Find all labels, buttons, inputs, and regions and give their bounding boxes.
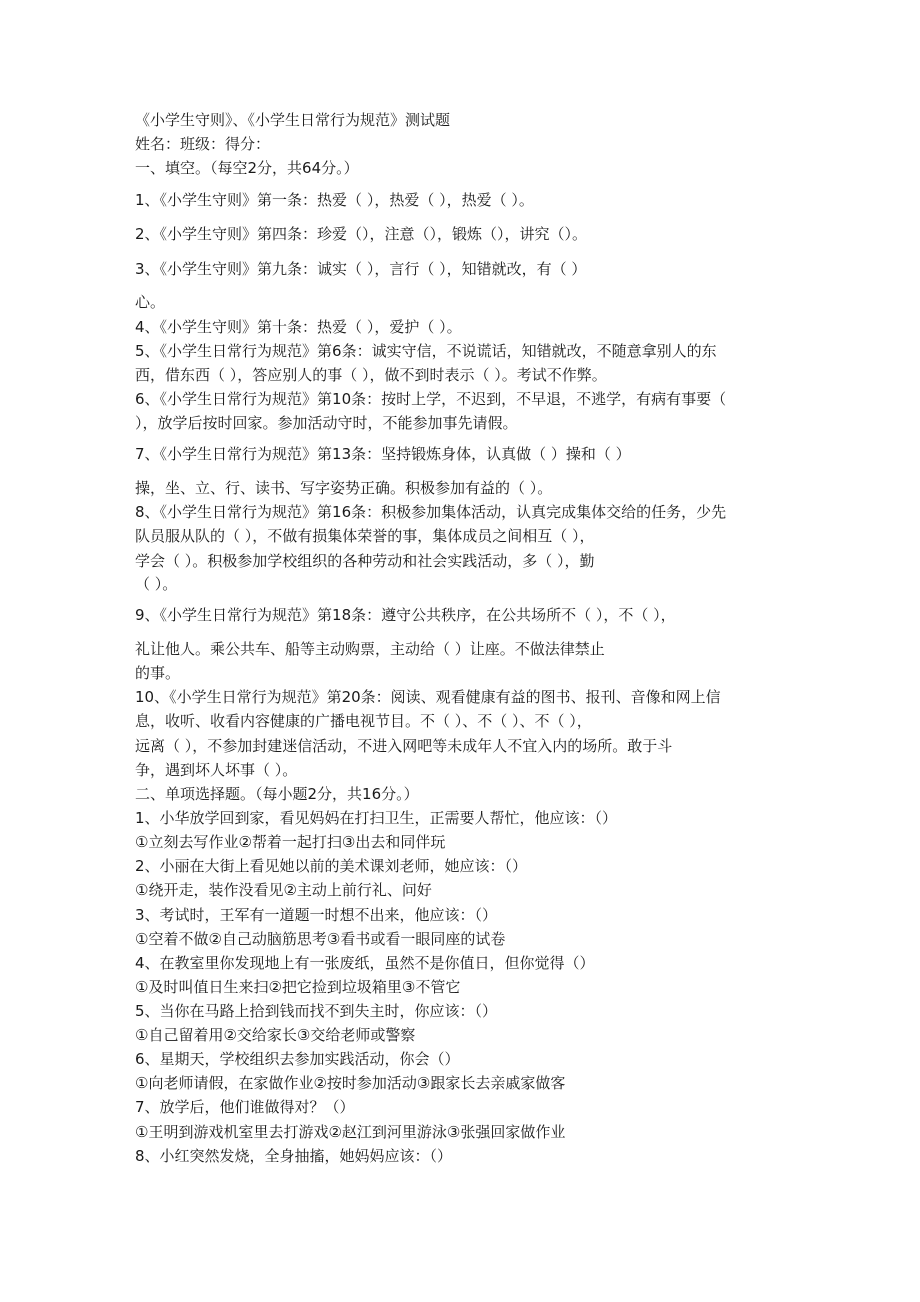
question-line: 3、《小学生守则》第九条：诚实（ ），言行（ ），知错就改，有（ ） xyxy=(135,260,587,278)
question-line: ），放学后按时回家。参加活动守时，不能参加事先请假。 xyxy=(135,414,518,432)
question-line: 9、《小学生日常行为规范》第18条：遵守公共秩序，在公共场所不（ ），不（ ）， xyxy=(135,606,676,624)
question-line: 1、《小学生守则》第一条：热爱（ ），热爱（ ），热爱（ ）。 xyxy=(135,191,534,209)
question-line: 礼让他人。乘公共车、船等主动购票，主动给（ ）让座。不做法律禁止 xyxy=(135,640,605,658)
option-line: ①自己留着用②交给家长③交给老师或警察 xyxy=(135,1026,416,1044)
question-line: 学会（ ）。积极参加学校组织的各种劳动和社会实践活动，多（ ），勤 xyxy=(135,552,595,570)
question-line: 心。 xyxy=(135,293,166,311)
option-line: ①向老师请假，在家做作业②按时参加活动③跟家长去亲戚家做客 xyxy=(135,1074,566,1092)
question-line: 远离（ ），不参加封建迷信活动，不进入网吧等未成年人不宜入内的场所。敢于斗 xyxy=(135,737,673,755)
question-line: 8、小红突然发烧，全身抽搐，她妈妈应该：（） xyxy=(135,1147,453,1165)
info-line: 姓名：班级：得分： xyxy=(135,135,271,153)
question-line: 6、星期天，学校组织去参加实践活动，你会（） xyxy=(135,1050,460,1068)
question-line: 2、《小学生守则》第四条：珍爱（），注意（），锻炼（），讲究（）。 xyxy=(135,225,588,243)
option-line: ①王明到游戏机室里去打游戏②赵江到河里游泳③张强回家做作业 xyxy=(135,1123,566,1141)
document-title: 《小学生守则》、《小学生日常行为规范》测试题 xyxy=(135,111,451,129)
question-line: 3、考试时，王军有一道题一时想不出来，他应该：（） xyxy=(135,906,498,924)
question-line: 操，坐、立、行、读书、写字姿势正确。积极参加有益的（ ）。 xyxy=(135,479,553,497)
option-line: ①空着不做②自己动脑筋思考③看书或看一眼同座的试卷 xyxy=(135,930,506,948)
question-line: 息，收听、收看内容健康的广播电视节目。不（ ）、不（ ）、不（ ）， xyxy=(135,712,592,730)
question-line: 5、当你在马路上拾到钱而找不到失主时，你应该：（） xyxy=(135,1002,498,1020)
question-line: 1、小华放学回到家，看见妈妈在打扫卫生，正需要人帮忙，他应该：（） xyxy=(135,809,618,827)
question-line: 队员服从队的（ ），不做有损集体荣誉的事，集体成员之间相互（ ）， xyxy=(135,527,595,545)
option-line: ①立刻去写作业②帮着一起打扫③出去和同伴玩 xyxy=(135,833,446,851)
section-heading: 二、单项选择题。（每小题2分，共16分。） xyxy=(135,785,419,803)
question-line: 5、《小学生日常行为规范》第6条：诚实守信，不说谎话，知错就改，不随意拿别人的东 xyxy=(135,342,717,360)
question-line: 7、《小学生日常行为规范》第13条：坚持锻炼身体，认真做（ ）操和（ ） xyxy=(135,445,631,463)
question-line: 6、《小学生日常行为规范》第10条：按时上学，不迟到，不早退，不逃学，有病有事要（ xyxy=(135,390,727,408)
question-line: 西，借东西（ ），答应别人的事（ ），做不到时表示（ ）。考试不作弊。 xyxy=(135,366,607,384)
question-line: 争，遇到坏人坏事（ ）。 xyxy=(135,761,298,779)
question-line: 2、小丽在大街上看见她以前的美术课刘老师，她应该：（） xyxy=(135,857,528,875)
question-line: 的事。 xyxy=(135,664,181,682)
question-line: （ ）。 xyxy=(135,575,178,593)
question-line: 7、放学后，他们谁做得对？（） xyxy=(135,1098,355,1116)
question-line: 10、《小学生日常行为规范》第20条：阅读、观看健康有益的图书、报刊、音像和网上信 xyxy=(135,688,721,706)
question-line: 4、《小学生守则》第十条：热爱（ ），爱护（ ）。 xyxy=(135,318,462,336)
section-heading: 一、填空。（每空2分，共64分。） xyxy=(135,159,359,177)
option-line: ①及时叫值日生来扫②把它捡到垃圾箱里③不管它 xyxy=(135,978,461,996)
question-line: 8、《小学生日常行为规范》第16条：积极参加集体活动，认真完成集体交给的任务，少先 xyxy=(135,503,727,521)
question-line: 4、在教室里你发现地上有一张废纸，虽然不是你值日，但你觉得（） xyxy=(135,954,595,972)
option-line: ①绕开走，装作没看见②主动上前行礼、问好 xyxy=(135,881,432,899)
